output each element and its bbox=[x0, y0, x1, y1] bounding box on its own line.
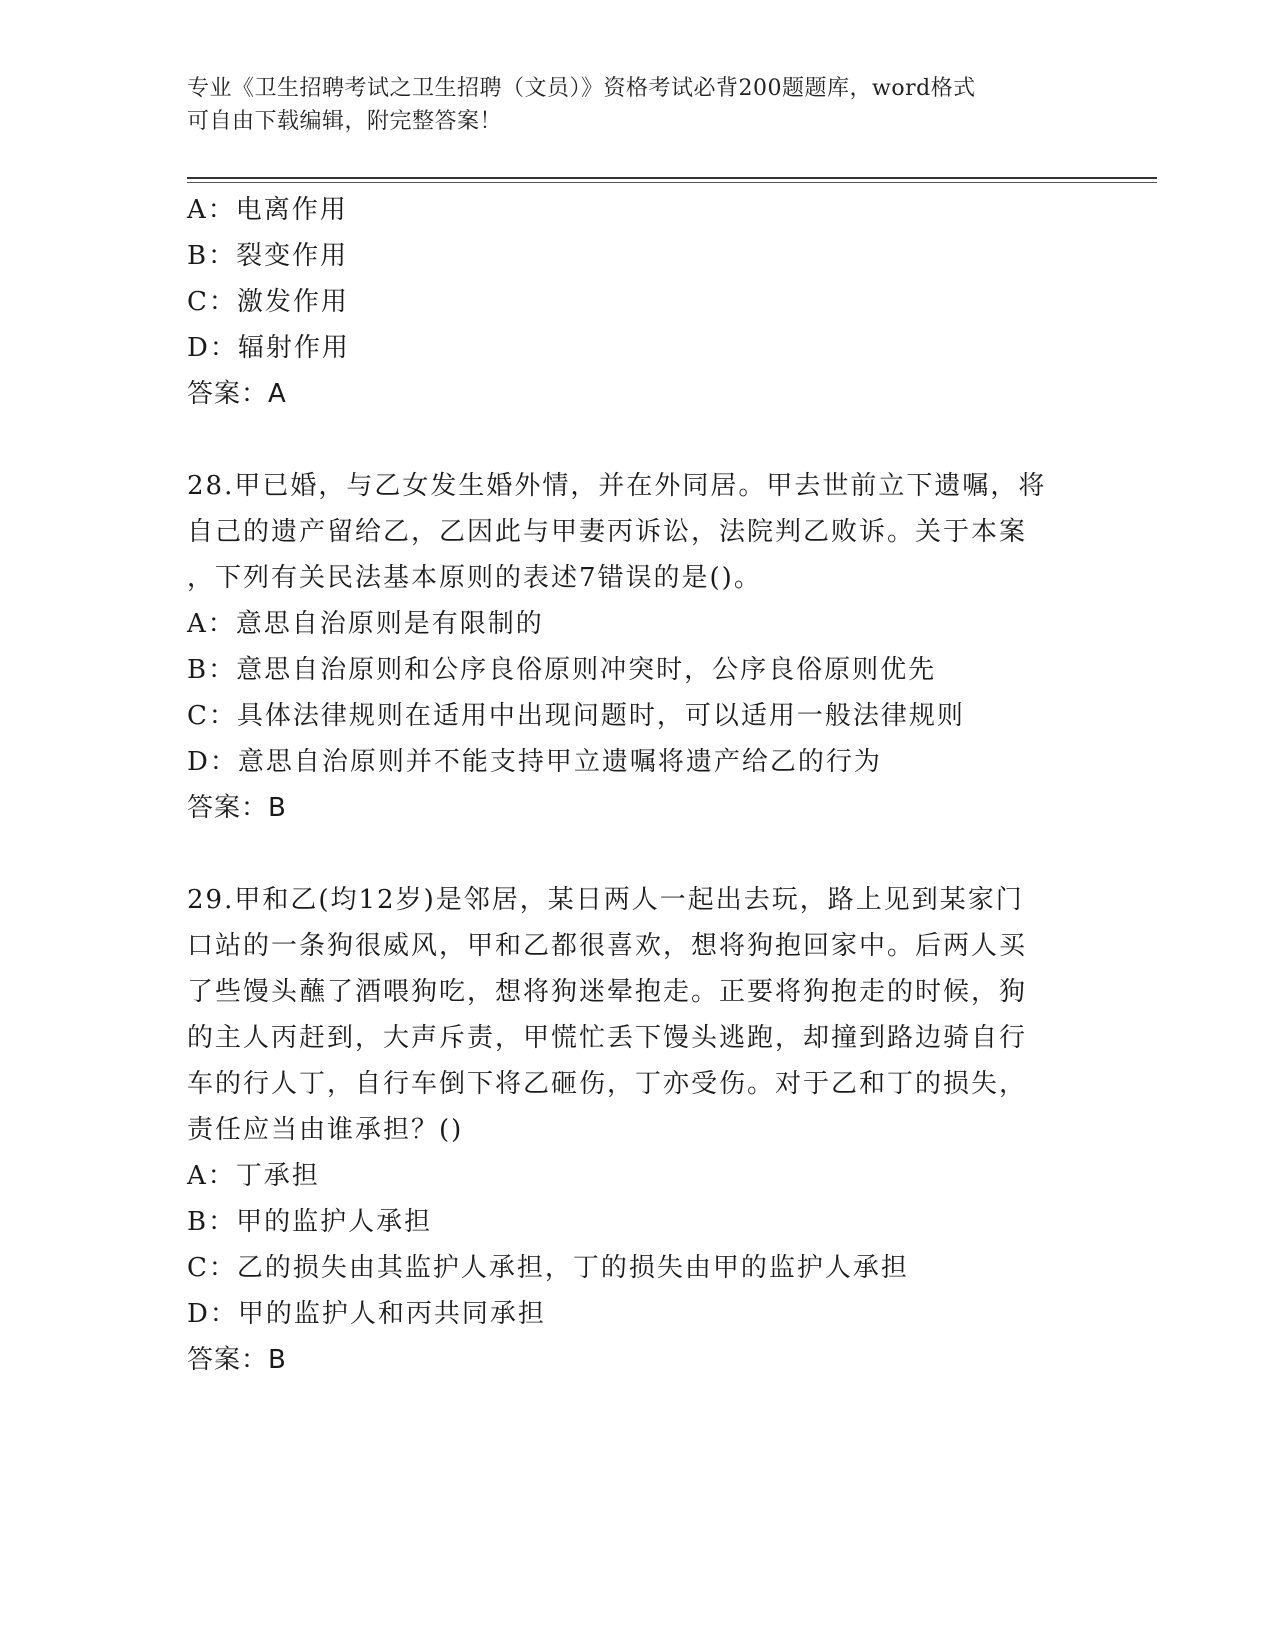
question-text-line: 28.甲已婚，与乙女发生婚外情，并在外同居。甲去世前立下遗嘱，将 bbox=[187, 471, 1047, 501]
header-divider-thick bbox=[187, 177, 1157, 179]
option-d: D：辐射作用 bbox=[187, 333, 350, 363]
question-spacer bbox=[187, 831, 1087, 877]
document-header bbox=[187, 72, 1067, 138]
option-a: A：电离作用 bbox=[187, 195, 348, 225]
option-b: B：甲的监护人承担 bbox=[187, 1207, 433, 1237]
question-text-line: 的主人丙赶到，大声斥责，甲慌忙丢下馒头逃跑，却撞到路边骑自行 bbox=[187, 1023, 1028, 1053]
question-text-line: 了些馒头蘸了酒喂狗吃，想将狗迷晕抱走。正要将狗抱走的时候，狗 bbox=[187, 977, 1028, 1007]
question-text-line: 自己的遗产留给乙，乙因此与甲妻丙诉讼，法院判乙败诉。关于本案 bbox=[187, 517, 1028, 547]
question-text-line: 责任应当由谁承担？() bbox=[187, 1115, 464, 1145]
header-title-line-2: 可自由下载编辑，附完整答案！ bbox=[187, 109, 503, 134]
document-body bbox=[187, 187, 1087, 1383]
answer-text: 答案：B bbox=[187, 1345, 287, 1375]
question-28 bbox=[187, 463, 1087, 831]
question-spacer bbox=[187, 417, 1087, 463]
option-c: C：乙的损失由其监护人承担，丁的损失由甲的监护人承担 bbox=[187, 1253, 909, 1283]
answer-text: 答案：B bbox=[187, 793, 287, 823]
question-27 bbox=[187, 187, 1087, 417]
option-b: B：意思自治原则和公序良俗原则冲突时，公序良俗原则优先 bbox=[187, 655, 937, 685]
question-text-line: 29.甲和乙(均12岁)是邻居，某日两人一起出去玩，路上见到某家门 bbox=[187, 885, 1024, 915]
option-d: D：意思自治原则并不能支持甲立遗嘱将遗产给乙的行为 bbox=[187, 747, 882, 777]
option-a: A：意思自治原则是有限制的 bbox=[187, 609, 544, 639]
header-divider-thin bbox=[187, 182, 1157, 183]
option-c: C：具体法律规则在适用中出现问题时，可以适用一般法律规则 bbox=[187, 701, 965, 731]
option-c: C：激发作用 bbox=[187, 287, 349, 317]
question-text-line: 车的行人丁，自行车倒下将乙砸伤，丁亦受伤。对于乙和丁的损失， bbox=[187, 1069, 1028, 1099]
question-29 bbox=[187, 877, 1087, 1383]
option-b: B：裂变作用 bbox=[187, 241, 349, 271]
question-text-line: ，下列有关民法基本原则的表述7错误的是()。 bbox=[187, 563, 762, 593]
option-a: A：丁承担 bbox=[187, 1161, 320, 1191]
header-title-line-1: 专业《卫生招聘考试之卫生招聘（文员）》资格考试必背200题题库，word格式 bbox=[187, 76, 976, 101]
option-d: D：甲的监护人和丙共同承担 bbox=[187, 1299, 546, 1329]
question-text-line: 口站的一条狗很威风，甲和乙都很喜欢，想将狗抱回家中。后两人买 bbox=[187, 931, 1028, 961]
answer-text: 答案：A bbox=[187, 379, 287, 409]
